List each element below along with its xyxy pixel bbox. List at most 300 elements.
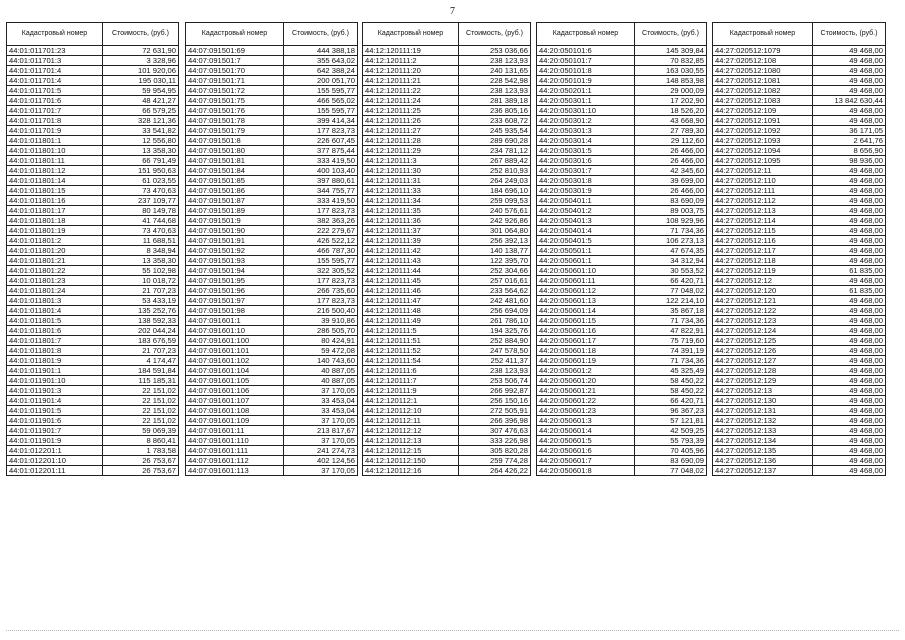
cost-cell: 266 396,98 <box>459 416 531 426</box>
table-row <box>7 436 179 446</box>
cost-cell: 11 688,51 <box>103 236 179 246</box>
cadastral-number-cell: 44:07:091501:76 <box>186 106 284 116</box>
cost-cell: 83 690,09 <box>635 196 707 206</box>
cost-cell: 236 805,16 <box>459 106 531 116</box>
cadastral-number-cell: 44:01:012201:1 <box>7 446 103 456</box>
cadastral-number-cell: 44:27:020512:1079 <box>713 46 813 56</box>
cost-cell: 49 468,00 <box>813 46 886 56</box>
table-row <box>713 416 886 426</box>
cadastral-number-cell: 44:01:011801:24 <box>7 286 103 296</box>
cadastral-number-cell: 44:27:020512:114 <box>713 216 813 226</box>
cadastral-number-cell: 44:07:091501:94 <box>186 266 284 276</box>
cost-cell: 59 069,39 <box>103 426 179 436</box>
table-row <box>186 66 358 76</box>
cost-cell: 242 481,60 <box>459 296 531 306</box>
header-cadastral-number: Кадастровый номер <box>537 23 635 46</box>
cadastral-number-cell: 44:27:020512:1082 <box>713 86 813 96</box>
cadastral-number-cell: 44:07:091601:101 <box>186 346 284 356</box>
table-row <box>713 96 886 106</box>
table-row <box>713 386 886 396</box>
cost-cell: 96 367,23 <box>635 406 707 416</box>
table-row <box>186 336 358 346</box>
cost-cell: 266 992,87 <box>459 386 531 396</box>
cost-cell: 377 875,44 <box>284 146 358 156</box>
cadastral-number-cell: 44:20:050101:9 <box>537 76 635 86</box>
cost-cell: 26 466,00 <box>635 146 707 156</box>
cost-cell: 26 466,00 <box>635 156 707 166</box>
table-row <box>537 406 707 416</box>
table-row <box>7 346 179 356</box>
table-row <box>713 186 886 196</box>
cadastral-number-cell: 44:12:120111:35 <box>363 206 459 216</box>
cadastral-number-cell: 44:12:120111:3 <box>363 156 459 166</box>
cadastral-number-cell: 44:27:020512:115 <box>713 226 813 236</box>
cadastral-number-cell: 44:01:011701:23 <box>7 46 103 56</box>
cadastral-number-cell: 44:12:120111:54 <box>363 356 459 366</box>
cadastral-number-cell: 44:27:020512:126 <box>713 346 813 356</box>
table-row <box>7 366 179 376</box>
table-row <box>7 316 179 326</box>
cadastral-number-cell: 44:20:050601:2 <box>537 366 635 376</box>
cost-cell: 49 468,00 <box>813 226 886 236</box>
table-row <box>713 116 886 126</box>
cost-cell: 266 735,60 <box>284 286 358 296</box>
table-row <box>7 236 179 246</box>
table-row <box>7 456 179 466</box>
table-row <box>186 196 358 206</box>
cadastral-number-cell: 44:12:120111:45 <box>363 276 459 286</box>
cadastral-number-cell: 44:27:020512:111 <box>713 186 813 196</box>
cost-cell: 39 910,86 <box>284 316 358 326</box>
table-row <box>537 386 707 396</box>
cost-cell: 305 820,28 <box>459 446 531 456</box>
cadastral-number-cell: 44:27:020512:124 <box>713 326 813 336</box>
cadastral-number-cell: 44:12:120112:150 <box>363 456 459 466</box>
cost-cell: 426 522,12 <box>284 236 358 246</box>
cost-cell: 3 328,96 <box>103 56 179 66</box>
cost-cell: 66 420,71 <box>635 276 707 286</box>
table-row <box>713 216 886 226</box>
cadastral-number-cell: 44:07:091501:90 <box>186 226 284 236</box>
table-row <box>713 266 886 276</box>
table-row <box>363 96 531 106</box>
table-row <box>7 186 179 196</box>
table-row <box>537 166 707 176</box>
table-row <box>7 266 179 276</box>
cost-cell: 42 345,60 <box>635 166 707 176</box>
table-row <box>713 356 886 366</box>
table-row <box>7 216 179 226</box>
cadastral-number-cell: 44:20:050601:17 <box>537 336 635 346</box>
cost-cell: 34 312,94 <box>635 256 707 266</box>
table-row <box>537 146 707 156</box>
table-row <box>7 56 179 66</box>
table-row <box>186 436 358 446</box>
table-row <box>713 136 886 146</box>
cadastral-number-cell: 44:20:050601:13 <box>537 296 635 306</box>
cadastral-number-cell: 44:20:050301:5 <box>537 146 635 156</box>
cost-cell: 177 823,73 <box>284 276 358 286</box>
cost-cell: 382 363,26 <box>284 216 358 226</box>
table-row <box>537 126 707 136</box>
table-row <box>537 136 707 146</box>
cadastral-number-cell: 44:07:091501:98 <box>186 306 284 316</box>
table-row <box>363 256 531 266</box>
cost-cell: 45 325,49 <box>635 366 707 376</box>
cadastral-number-cell: 44:12:120111:2 <box>363 56 459 66</box>
table-row <box>363 346 531 356</box>
cost-cell: 49 468,00 <box>813 456 886 466</box>
table-row <box>713 226 886 236</box>
table-row <box>7 136 179 146</box>
cost-cell: 101 920,06 <box>103 66 179 76</box>
table-row <box>537 416 707 426</box>
table-row <box>186 286 358 296</box>
cadastral-number-cell: 44:07:091501:84 <box>186 166 284 176</box>
table-row <box>363 86 531 96</box>
table-row <box>7 196 179 206</box>
cost-cell: 22 151,02 <box>103 406 179 416</box>
cost-cell: 49 468,00 <box>813 336 886 346</box>
cost-cell: 108 929,96 <box>635 216 707 226</box>
table-row <box>7 226 179 236</box>
cadastral-number-cell: 44:01:011901:10 <box>7 376 103 386</box>
cadastral-number-cell: 44:07:091501:85 <box>186 176 284 186</box>
cadastral-number-cell: 44:20:050301:1 <box>537 96 635 106</box>
cost-cell: 41 744,68 <box>103 216 179 226</box>
table-row <box>363 186 531 196</box>
table-row <box>7 426 179 436</box>
table-row <box>713 46 886 56</box>
cadastral-number-cell: 44:01:011801:5 <box>7 316 103 326</box>
cadastral-number-cell: 44:01:011801:7 <box>7 336 103 346</box>
cadastral-number-cell: 44:07:091601:10 <box>186 326 284 336</box>
cost-cell: 57 121,81 <box>635 416 707 426</box>
cost-cell: 397 880,61 <box>284 176 358 186</box>
cadastral-table-2 <box>185 22 358 476</box>
table-row <box>186 306 358 316</box>
table-row <box>7 326 179 336</box>
table-row <box>713 426 886 436</box>
cost-cell: 22 151,02 <box>103 396 179 406</box>
cadastral-number-cell: 44:12:120111:22 <box>363 86 459 96</box>
table-row <box>363 316 531 326</box>
table-row <box>363 416 531 426</box>
cadastral-number-cell: 44:12:120112:12 <box>363 426 459 436</box>
table-row <box>537 86 707 96</box>
cost-cell: 241 274,73 <box>284 446 358 456</box>
table-row <box>363 306 531 316</box>
table-row <box>537 296 707 306</box>
table-row <box>537 206 707 216</box>
table-row <box>713 406 886 416</box>
cadastral-number-cell: 44:20:050601:8 <box>537 466 635 476</box>
cadastral-number-cell: 44:01:011901:7 <box>7 426 103 436</box>
cost-cell: 83 690,09 <box>635 456 707 466</box>
cost-cell: 256 150,16 <box>459 396 531 406</box>
cost-cell: 55 793,39 <box>635 436 707 446</box>
cost-cell: 140 138,77 <box>459 246 531 256</box>
table-row <box>363 126 531 136</box>
table-row <box>186 266 358 276</box>
table-row <box>186 176 358 186</box>
cadastral-number-cell: 44:20:050401:3 <box>537 216 635 226</box>
cadastral-number-cell: 44:20:050301:9 <box>537 186 635 196</box>
cost-cell: 53 433,19 <box>103 296 179 306</box>
table-row <box>186 446 358 456</box>
cost-cell: 466 787,30 <box>284 246 358 256</box>
cadastral-number-cell: 44:12:120111:21 <box>363 76 459 86</box>
cadastral-number-cell: 44:20:050601:6 <box>537 446 635 456</box>
table-row <box>7 146 179 156</box>
table-row <box>713 246 886 256</box>
table-row <box>363 166 531 176</box>
table-row <box>7 166 179 176</box>
table-row <box>537 46 707 56</box>
cadastral-number-cell: 44:07:091601:106 <box>186 386 284 396</box>
table-row <box>713 146 886 156</box>
table-row <box>537 396 707 406</box>
cost-cell: 49 468,00 <box>813 106 886 116</box>
cost-cell: 177 823,73 <box>284 206 358 216</box>
cadastral-number-cell: 44:27:020512:127 <box>713 356 813 366</box>
cost-cell: 39 699,00 <box>635 176 707 186</box>
table-row <box>7 446 179 456</box>
cost-cell: 49 468,00 <box>813 346 886 356</box>
cost-cell: 163 030,55 <box>635 66 707 76</box>
table-row <box>186 426 358 436</box>
cadastral-number-cell: 44:01:011801:23 <box>7 276 103 286</box>
table-row <box>537 326 707 336</box>
cost-cell: 33 453,04 <box>284 406 358 416</box>
cadastral-number-cell: 44:27:020512:119 <box>713 266 813 276</box>
cadastral-number-cell: 44:01:011801:15 <box>7 186 103 196</box>
table-row <box>363 376 531 386</box>
header-cadastral-number: Кадастровый номер <box>363 23 459 46</box>
table-row <box>363 396 531 406</box>
cost-cell: 77 048,02 <box>635 466 707 476</box>
cost-cell: 21 707,23 <box>103 286 179 296</box>
table-row <box>537 426 707 436</box>
table-row <box>7 106 179 116</box>
cadastral-number-cell: 44:27:020512:1091 <box>713 116 813 126</box>
table-row <box>713 396 886 406</box>
table-row <box>363 266 531 276</box>
cadastral-number-cell: 44:20:050601:5 <box>537 436 635 446</box>
cadastral-number-cell: 44:12:120111:19 <box>363 46 459 56</box>
cost-cell: 37 170,05 <box>284 386 358 396</box>
cadastral-number-cell: 44:27:020512:130 <box>713 396 813 406</box>
cadastral-number-cell: 44:27:020512:1092 <box>713 126 813 136</box>
cadastral-number-cell: 44:27:020512:132 <box>713 416 813 426</box>
table-row <box>363 116 531 126</box>
header-cost: Стоимость, (руб.) <box>635 23 707 46</box>
table-row <box>537 256 707 266</box>
table-row <box>186 316 358 326</box>
table-row <box>713 286 886 296</box>
cost-cell: 261 786,10 <box>459 316 531 326</box>
table-row <box>186 116 358 126</box>
cadastral-number-cell: 44:01:011801:12 <box>7 166 103 176</box>
cadastral-number-cell: 44:01:011801:21 <box>7 256 103 266</box>
cadastral-number-cell: 44:07:091601:102 <box>186 356 284 366</box>
cadastral-number-cell: 44:12:120111:49 <box>363 316 459 326</box>
table-row <box>7 116 179 126</box>
table-row <box>363 386 531 396</box>
cost-cell: 75 719,60 <box>635 336 707 346</box>
cadastral-number-cell: 44:20:050301:7 <box>537 166 635 176</box>
table-row <box>363 246 531 256</box>
table-row <box>7 46 179 56</box>
cadastral-number-cell: 44:20:050601:10 <box>537 266 635 276</box>
table-row <box>7 356 179 366</box>
cost-cell: 140 743,60 <box>284 356 358 366</box>
table-row <box>713 56 886 66</box>
table-row <box>713 366 886 376</box>
cadastral-number-cell: 44:20:050401:5 <box>537 236 635 246</box>
cost-cell: 13 358,30 <box>103 256 179 266</box>
cadastral-number-cell: 44:20:050601:14 <box>537 306 635 316</box>
table-row <box>537 356 707 366</box>
cadastral-number-cell: 44:20:050401:4 <box>537 226 635 236</box>
cadastral-number-cell: 44:27:020512:135 <box>713 446 813 456</box>
cost-cell: 233 564,62 <box>459 286 531 296</box>
cost-cell: 301 064,80 <box>459 226 531 236</box>
table-row <box>537 226 707 236</box>
cadastral-number-cell: 44:01:011701:3 <box>7 56 103 66</box>
cost-cell: 77 048,02 <box>635 286 707 296</box>
cost-cell: 66 791,49 <box>103 156 179 166</box>
table-row <box>186 396 358 406</box>
cost-cell: 328 121,36 <box>103 116 179 126</box>
cadastral-number-cell: 44:20:050101:7 <box>537 56 635 66</box>
cadastral-number-cell: 44:07:091601:108 <box>186 406 284 416</box>
table-row <box>537 106 707 116</box>
cost-cell: 49 468,00 <box>813 396 886 406</box>
page-bottom-edge <box>6 630 899 637</box>
cadastral-number-cell: 44:01:011801:2 <box>7 236 103 246</box>
cost-cell: 322 305,52 <box>284 266 358 276</box>
table-row <box>537 216 707 226</box>
table-row <box>7 336 179 346</box>
cadastral-number-cell: 44:01:011801:3 <box>7 296 103 306</box>
table-row <box>363 106 531 116</box>
cost-cell: 272 505,91 <box>459 406 531 416</box>
cadastral-number-cell: 44:01:011901:4 <box>7 396 103 406</box>
table-row <box>537 456 707 466</box>
cadastral-number-cell: 44:01:011801:4 <box>7 306 103 316</box>
header-cadastral-number: Кадастровый номер <box>713 23 813 46</box>
table-row <box>186 226 358 236</box>
cost-cell: 151 950,63 <box>103 166 179 176</box>
cost-cell: 184 591,84 <box>103 366 179 376</box>
cadastral-number-cell: 44:20:050201:1 <box>537 86 635 96</box>
table-row <box>363 296 531 306</box>
header-cost: Стоимость, (руб.) <box>459 23 531 46</box>
cadastral-number-cell: 44:20:050601:11 <box>537 276 635 286</box>
table-row <box>713 256 886 266</box>
cost-cell: 55 102,98 <box>103 266 179 276</box>
cadastral-number-cell: 44:12:120111:25 <box>363 106 459 116</box>
cadastral-number-cell: 44:12:120111:27 <box>363 126 459 136</box>
cost-cell: 183 676,59 <box>103 336 179 346</box>
header-cost: Стоимость, (руб.) <box>813 23 886 46</box>
cadastral-number-cell: 44:20:050601:21 <box>537 386 635 396</box>
cadastral-number-cell: 44:07:091501:80 <box>186 146 284 156</box>
cadastral-number-cell: 44:20:050601:1 <box>537 256 635 266</box>
cost-cell: 234 781,12 <box>459 146 531 156</box>
table-row <box>7 126 179 136</box>
cost-cell: 27 789,30 <box>635 126 707 136</box>
table-row <box>363 286 531 296</box>
cost-cell: 333 419,50 <box>284 196 358 206</box>
table-row <box>537 346 707 356</box>
table-row <box>537 176 707 186</box>
cost-cell: 10 018,72 <box>103 276 179 286</box>
cost-cell: 355 643,02 <box>284 56 358 66</box>
cadastral-number-cell: 44:12:120111:29 <box>363 146 459 156</box>
table-row <box>363 356 531 366</box>
table-row <box>186 366 358 376</box>
cadastral-number-cell: 44:20:050601:15 <box>537 316 635 326</box>
cost-cell: 259 099,53 <box>459 196 531 206</box>
cost-cell: 267 889,42 <box>459 156 531 166</box>
table-row <box>363 446 531 456</box>
cost-cell: 59 954,95 <box>103 86 179 96</box>
cost-cell: 49 468,00 <box>813 406 886 416</box>
cadastral-number-cell: 44:27:020512:1095 <box>713 156 813 166</box>
cadastral-number-cell: 44:12:120111:42 <box>363 246 459 256</box>
cadastral-number-cell: 44:20:050401:1 <box>537 196 635 206</box>
cost-cell: 49 468,00 <box>813 436 886 446</box>
cadastral-number-cell: 44:12:120111:26 <box>363 116 459 126</box>
cadastral-number-cell: 44:07:091501:7 <box>186 56 284 66</box>
cadastral-number-cell: 44:01:011801:6 <box>7 326 103 336</box>
cadastral-number-cell: 44:01:011801:1 <box>7 136 103 146</box>
header-cost: Стоимость, (руб.) <box>103 23 179 46</box>
cadastral-number-cell: 44:07:091501:96 <box>186 286 284 296</box>
table-row <box>363 46 531 56</box>
table-row <box>186 376 358 386</box>
cadastral-number-cell: 44:01:011701:6 <box>7 96 103 106</box>
cost-cell: 237 109,77 <box>103 196 179 206</box>
table-row <box>186 456 358 466</box>
cost-cell: 226 607,45 <box>284 136 358 146</box>
cadastral-number-cell: 44:01:011801:18 <box>7 216 103 226</box>
cost-cell: 242 926,86 <box>459 216 531 226</box>
cadastral-number-cell: 44:01:011801:11 <box>7 156 103 166</box>
cost-cell: 333 226,98 <box>459 436 531 446</box>
table-row <box>186 86 358 96</box>
table-row <box>537 286 707 296</box>
cadastral-number-cell: 44:12:120111:31 <box>363 176 459 186</box>
cadastral-number-cell: 44:07:091601:111 <box>186 446 284 456</box>
table-row <box>363 216 531 226</box>
cost-cell: 49 468,00 <box>813 66 886 76</box>
cost-cell: 238 123,93 <box>459 56 531 66</box>
cost-cell: 2 641,76 <box>813 136 886 146</box>
cost-cell: 26 466,00 <box>635 186 707 196</box>
cost-cell: 281 389,18 <box>459 96 531 106</box>
table-row <box>713 176 886 186</box>
cadastral-number-cell: 44:12:120111:5 <box>363 326 459 336</box>
cadastral-number-cell: 44:12:120111:28 <box>363 136 459 146</box>
cost-cell: 444 388,18 <box>284 46 358 56</box>
cost-cell: 36 171,05 <box>813 126 886 136</box>
table-row <box>186 416 358 426</box>
cadastral-number-cell: 44:27:020512:12 <box>713 276 813 286</box>
cost-cell: 253 036,66 <box>459 46 531 56</box>
